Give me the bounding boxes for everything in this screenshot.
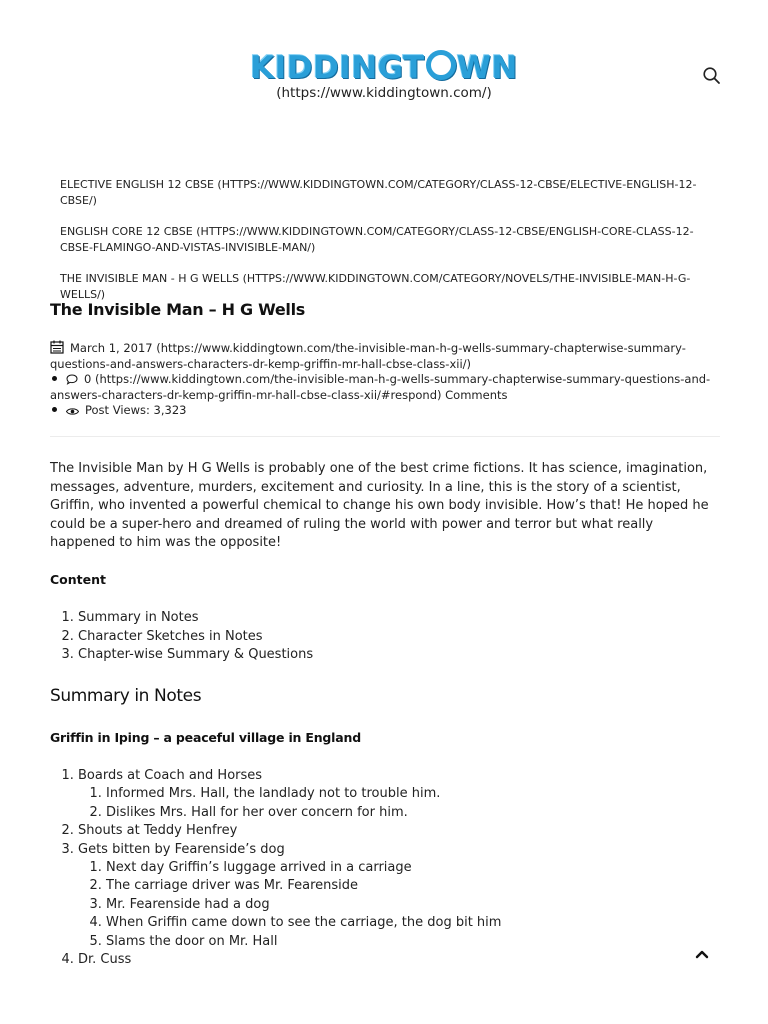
- category-links: [60, 177, 710, 318]
- toc-item: [78, 609, 313, 628]
- subsection-heading-iping: Griffin in Iping – a peaceful village in England: [50, 730, 361, 745]
- logo-text-right: WN: [456, 50, 518, 86]
- post-views-count: Post Views: 3,323: [85, 403, 187, 417]
- post-comments-link[interactable]: 0 (https://www.kiddingtown.com/the-invisible-man-h-g-wells-summary-chapterwise-summary-questions-and-answers-characters-dr-kemp-griffin-mr-hall-cbse-class-xii/#respond) Comments: [50, 372, 711, 402]
- toc-item: [78, 646, 313, 665]
- logo-o-ring: [426, 50, 456, 80]
- list-bullet: [52, 407, 57, 412]
- list-item: 3. Mr. Fearenside had a dog: [106, 896, 501, 914]
- table-of-contents: [50, 609, 313, 665]
- list-item: 1. Informed Mrs. Hall, the landlady not to trouble him.: [106, 785, 501, 803]
- list-item: 2. The carriage driver was Mr. Fearenside: [106, 877, 501, 895]
- comment-icon: [66, 374, 78, 385]
- list-item: 5. Slams the door on Mr. Hall: [106, 933, 501, 951]
- logo-text-left: KIDDINGT: [250, 50, 425, 86]
- sub-list: [78, 785, 501, 822]
- site-logo[interactable]: [250, 50, 518, 86]
- list-item: 1. Next day Griffin’s luggage arrived in a carriage: [106, 859, 501, 877]
- calendar-icon: [50, 340, 64, 354]
- site-url-link[interactable]: (https://www.kiddingtown.com/): [276, 85, 492, 101]
- post-comments-row: [50, 372, 720, 403]
- meta-divider: [50, 436, 720, 437]
- summary-notes-list: [50, 767, 501, 969]
- list-item: [78, 951, 501, 969]
- section-heading-summary: Summary in Notes: [50, 686, 202, 706]
- list-item: [78, 841, 501, 951]
- list-item: [78, 767, 501, 822]
- toc-heading: Content: [50, 572, 106, 587]
- post-date-link[interactable]: March 1, 2017 (https://www.kiddingtown.com/the-invisible-man-h-g-wells-summary-chapterwise-summary-questions-and-answers-characters-dr-kemp-griffin-mr-hall-cbse-class-xii/): [50, 341, 686, 371]
- category-link-english-core[interactable]: ENGLISH CORE 12 CBSE (HTTPS://WWW.KIDDINGTOWN.COM/CATEGORY/CLASS-12-CBSE/ENGLISH-CORE-CLASS-12-CBSE-FLAMINGO-AND-VISTAS-INVISIBLE-MAN/): [60, 225, 694, 254]
- post-date-row: [50, 340, 720, 372]
- post-title: The Invisible Man – H G Wells: [50, 300, 305, 319]
- category-link-elective-english[interactable]: ELECTIVE ENGLISH 12 CBSE (HTTPS://WWW.KIDDINGTOWN.COM/CATEGORY/CLASS-12-CBSE/ELECTIVE-ENGLISH-12-CBSE/): [60, 178, 697, 207]
- chevron-up-icon[interactable]: [692, 946, 712, 962]
- toc-link-summary-notes[interactable]: Summary in Notes: [78, 610, 199, 625]
- note-item-text: Gets bitten by Fearenside’s dog: [78, 841, 285, 857]
- note-item-text: Shouts at Teddy Henfrey: [78, 823, 238, 839]
- list-bullet: [52, 376, 57, 381]
- eye-icon: [66, 407, 79, 416]
- list-item: 2. Dislikes Mrs. Hall for her over concern for him.: [106, 804, 501, 822]
- note-item-text: Boards at Coach and Horses: [78, 768, 263, 783]
- toc-item: [78, 628, 313, 647]
- list-item: 4. When Griffin came down to see the carriage, the dog bit him: [106, 914, 501, 932]
- note-item-text: Dr. Cuss: [78, 952, 132, 968]
- sub-list: [78, 859, 501, 951]
- post-views-row: [50, 403, 720, 419]
- list-item: [78, 822, 501, 840]
- search-icon[interactable]: [702, 66, 722, 86]
- intro-paragraph: The Invisible Man by H G Wells is probably one of the best crime fictions. It has science, imagination, messages, adventure, murders, excitement and curiosity. In a line, this is the story of a scientist, Griffin, who invented a powerful chemical to change his own body invisible. How’s that! He hoped he could be a super-hero and dreamed of ruling the world with power and terror but what really happened to him was the opposite!: [50, 461, 709, 550]
- category-link-invisible-man[interactable]: THE INVISIBLE MAN - H G WELLS (HTTPS://WWW.KIDDINGTOWN.COM/CATEGORY/NOVELS/THE-INVISIBLE-MAN-H-G-WELLS/): [60, 272, 691, 301]
- toc-link-chapter-summary[interactable]: Chapter-wise Summary & Questions: [78, 647, 314, 663]
- toc-link-character-sketches[interactable]: Character Sketches in Notes: [78, 628, 263, 644]
- post-meta: [50, 340, 720, 419]
- site-header: [0, 50, 768, 101]
